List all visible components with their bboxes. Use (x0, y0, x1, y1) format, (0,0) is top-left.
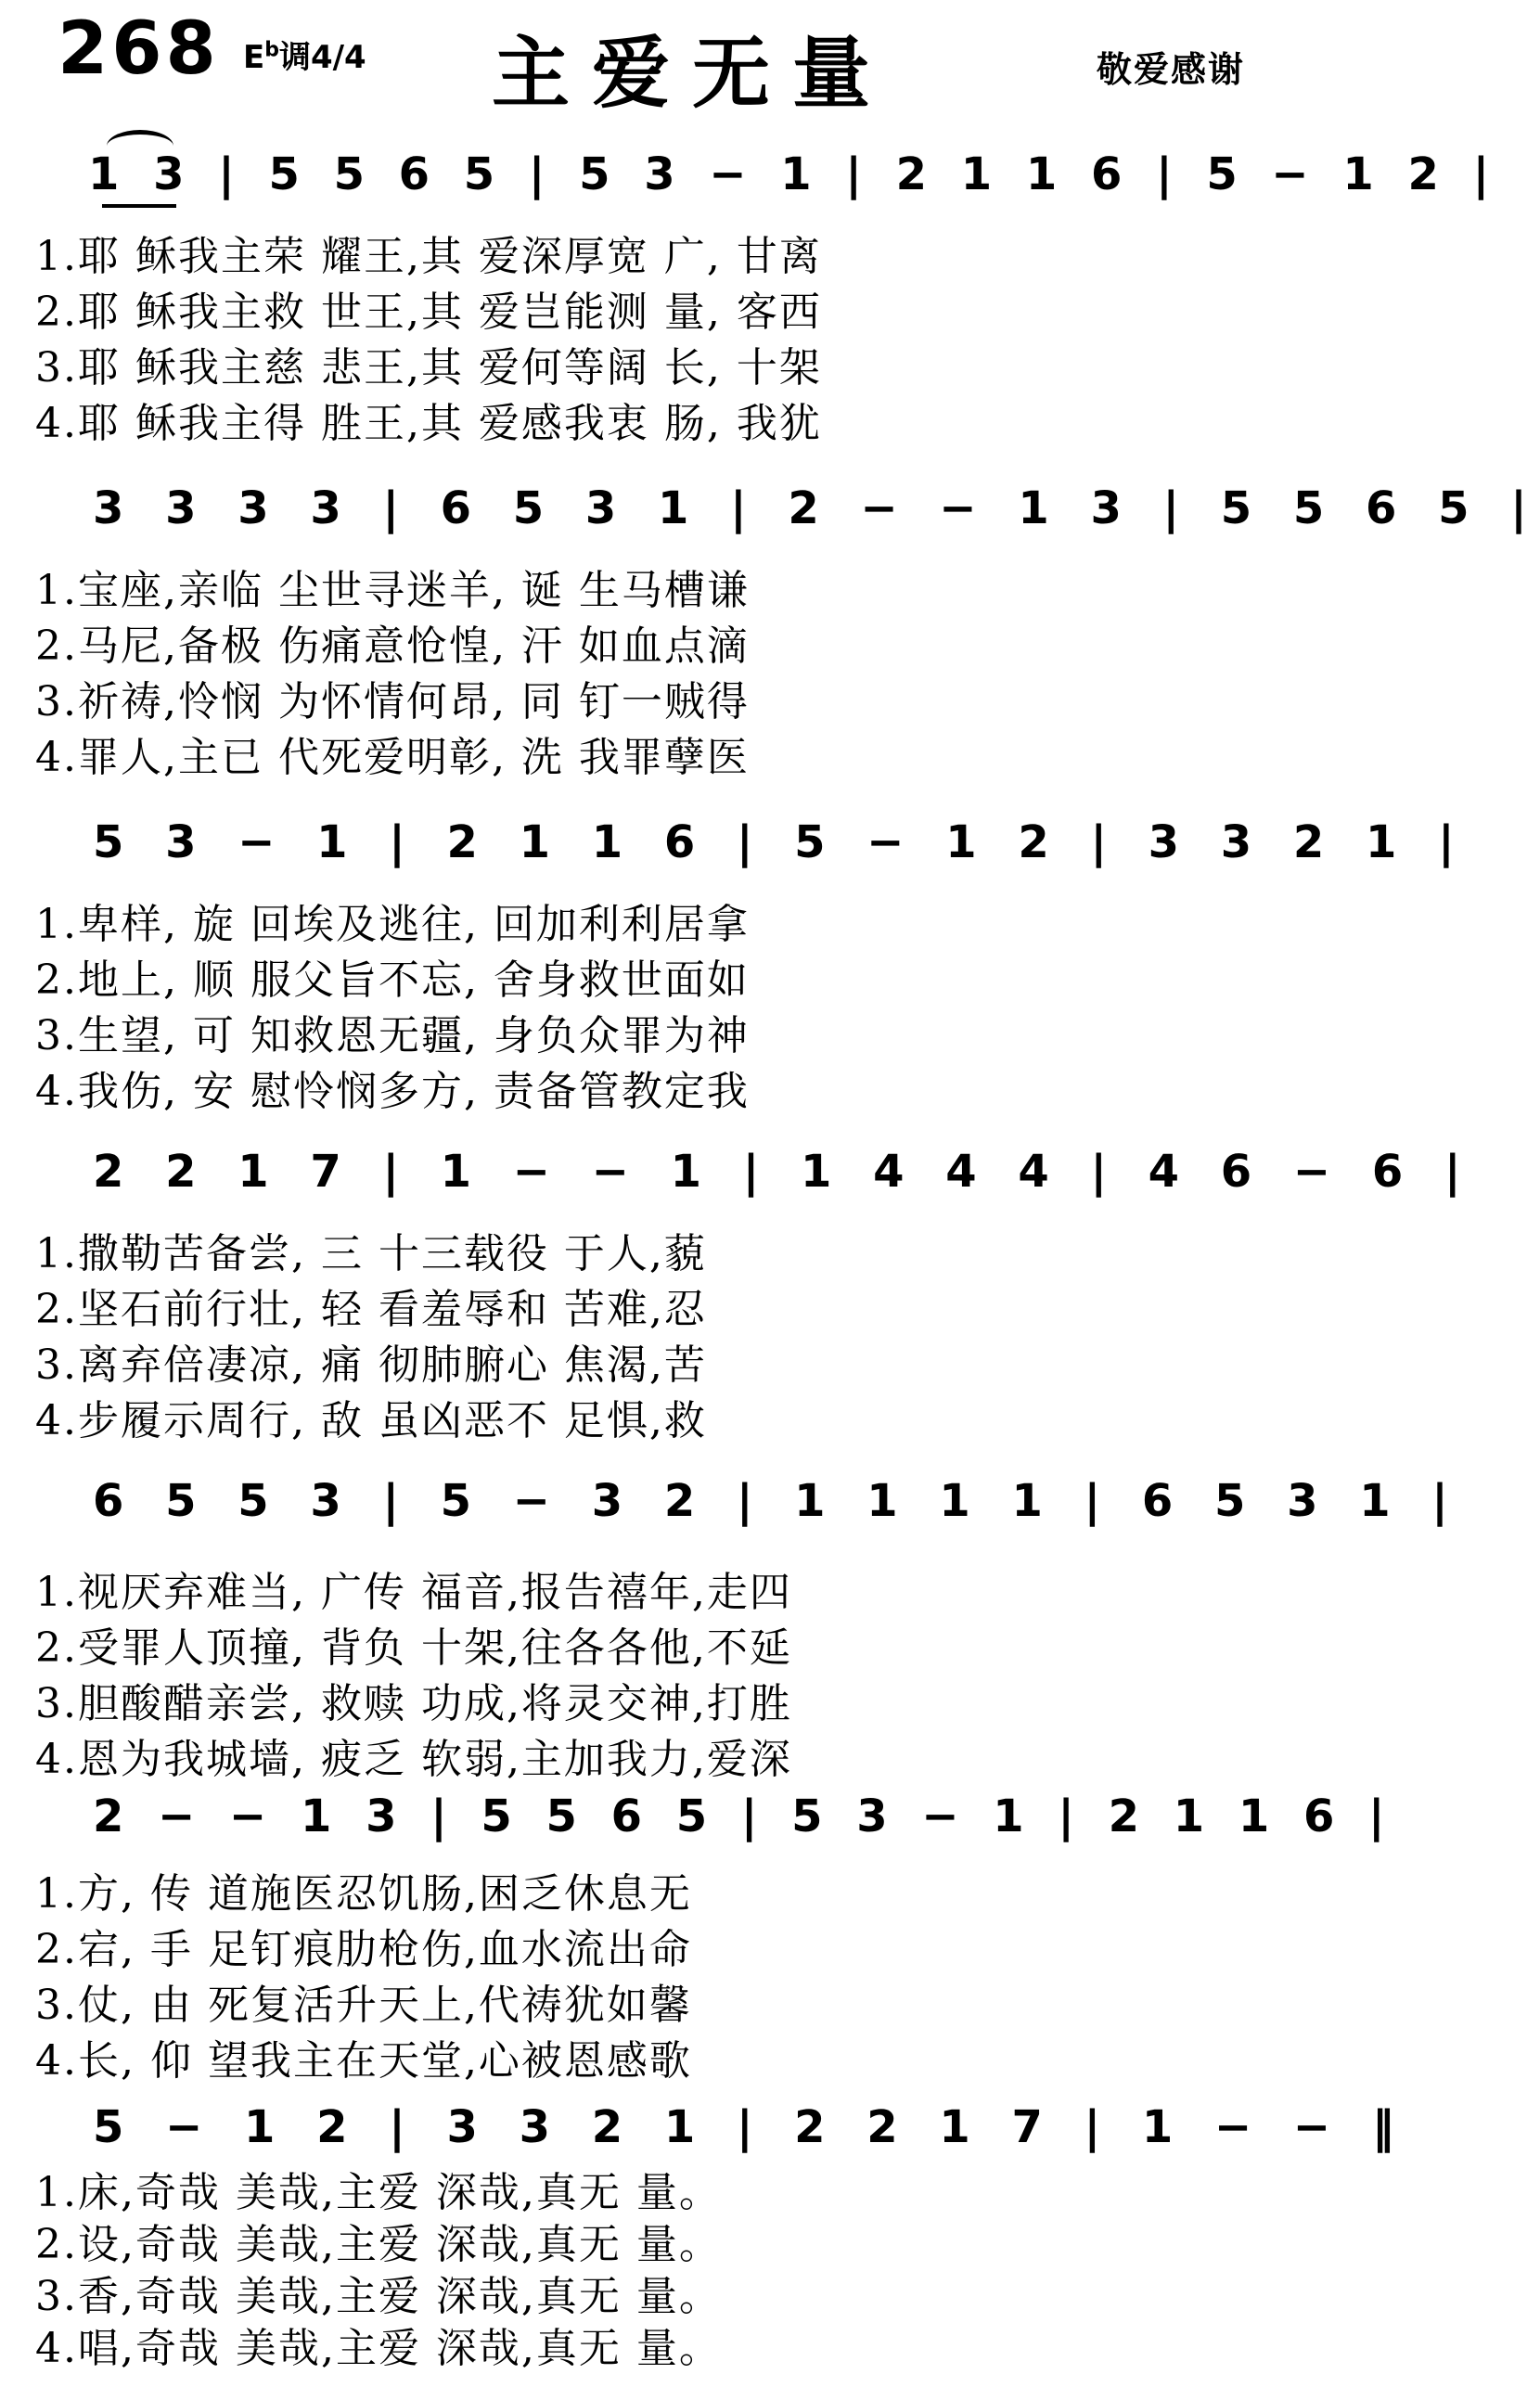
lyric-verse-4: 4.恩为我城墙, 疲乏 软弱,主加我力,爱深 (35, 1736, 792, 1783)
lyric-verse-3: 3.生望, 可 知救恩无疆, 身负众罪为神 (35, 1012, 750, 1059)
key-signature: $E^b$调4/4 (243, 38, 366, 76)
lyric-verse-2: 2.设,奇哉 美哉,主爱 深哉,真无 量。 (35, 2221, 722, 2268)
notation-line-3: 5 3 − 1 | 2 1 1 6 | 5 − 1 2 | 3 3 2 1 | (93, 816, 1468, 868)
hymn-title: 主爱无量 (492, 28, 893, 119)
lyric-verse-4: 4.我伤, 安 慰怜悯多方, 责备管教定我 (35, 1068, 750, 1115)
lyric-verse-4: 4.耶 稣我主得 胜王,其 爱感我衷 肠, 我犹 (35, 400, 822, 447)
lyric-verse-1: 1.撒勒苦备尝, 三 十三载役 于人,藐 (35, 1230, 707, 1277)
hymn-category: 敬爱感谢 (1097, 49, 1246, 90)
lyric-verse-2: 2.宕, 手 足钉痕肋枪伤,血水流出命 (35, 1926, 692, 1973)
notation-line-2: 3 3 3 3 | 6 5 3 1 | 2 − − 1 3 | 5 5 6 5 | (93, 482, 1540, 534)
hymn-header (0, 0, 1299, 130)
lyric-verse-3: 3.仗, 由 死复活升天上,代祷犹如馨 (35, 1982, 692, 2029)
notation-line-6: 2 − − 1 3 | 5 5 6 5 | 5 3 − 1 | 2 1 1 6 | (93, 1790, 1394, 1842)
lyric-verse-1: 1.宝座,亲临 尘世寻迷羊, 诞 生马槽谦 (35, 567, 750, 614)
lyric-verse-3: 3.祈祷,怜悯 为怀情何昂, 同 钉一贼得 (35, 678, 750, 725)
lyric-verse-1: 1.床,奇哉 美哉,主爱 深哉,真无 量。 (35, 2169, 722, 2216)
slur-mark (107, 130, 173, 162)
lyric-verse-2: 2.坚石前行壮, 轻 看羞辱和 苦难,忍 (35, 1286, 707, 1333)
lyric-verse-3: 3.离弃倍凄凉, 痛 彻肺腑心 焦渴,苦 (35, 1341, 707, 1389)
lyric-verse-1: 1.方, 传 道施医忍饥肠,困乏休息无 (35, 1870, 692, 1918)
notation-line-1: 1 3 | 5 5 6 5 | 5 3 − 1 | 2 1 1 6 | 5 − 1 2 | (88, 148, 1499, 200)
notation-line-5: 6 5 5 3 | 5 − 3 2 | 1 1 1 1 | 6 5 3 1 | (93, 1475, 1461, 1527)
lyric-verse-1: 1.视厌弃难当, 广传 福音,报告禧年,走四 (35, 1569, 792, 1616)
lyric-verse-3: 3.胆酸醋亲尝, 救赎 功成,将灵交神,打胜 (35, 1680, 792, 1727)
lyric-verse-2: 2.地上, 顺 服父旨不忘, 舍身救世面如 (35, 956, 750, 1004)
lyric-verse-1: 1.耶 稣我主荣 耀王,其 爱深厚宽 广, 甘离 (35, 233, 822, 280)
hymn-number: 268 (58, 7, 220, 91)
lyric-verse-4: 4.步履示周行, 敌 虽凶恶不 足惧,救 (35, 1397, 707, 1444)
lyric-verse-2: 2.马尼,备极 伤痛意怆惶, 汗 如血点滴 (35, 622, 750, 670)
lyric-verse-4: 4.唱,奇哉 美哉,主爱 深哉,真无 量。 (35, 2325, 722, 2372)
beam-underline (102, 204, 176, 208)
lyric-verse-4: 4.长, 仰 望我主在天堂,心被恩感歌 (35, 2037, 692, 2085)
notation-line-4: 2 2 1 7 | 1 − − 1 | 1 4 4 4 | 4 6 − 6 | (93, 1146, 1474, 1198)
lyric-verse-4: 4.罪人,主已 代死爱明彰, 洗 我罪孽医 (35, 734, 750, 781)
lyric-verse-2: 2.受罪人顶撞, 背负 十架,往各各他,不延 (35, 1624, 792, 1672)
notation-line-7: 5 − 1 2 | 3 3 2 1 | 2 2 1 7 | 1 − − ‖ (93, 2101, 1407, 2153)
lyric-verse-3: 3.香,奇哉 美哉,主爱 深哉,真无 量。 (35, 2273, 722, 2320)
lyric-verse-2: 2.耶 稣我主救 世王,其 爱岂能测 量, 客西 (35, 289, 822, 336)
lyric-verse-3: 3.耶 稣我主慈 悲王,其 爱何等阔 长, 十架 (35, 344, 822, 391)
lyric-verse-1: 1.卑样, 旋 回埃及逃往, 回加利利居拿 (35, 901, 750, 948)
